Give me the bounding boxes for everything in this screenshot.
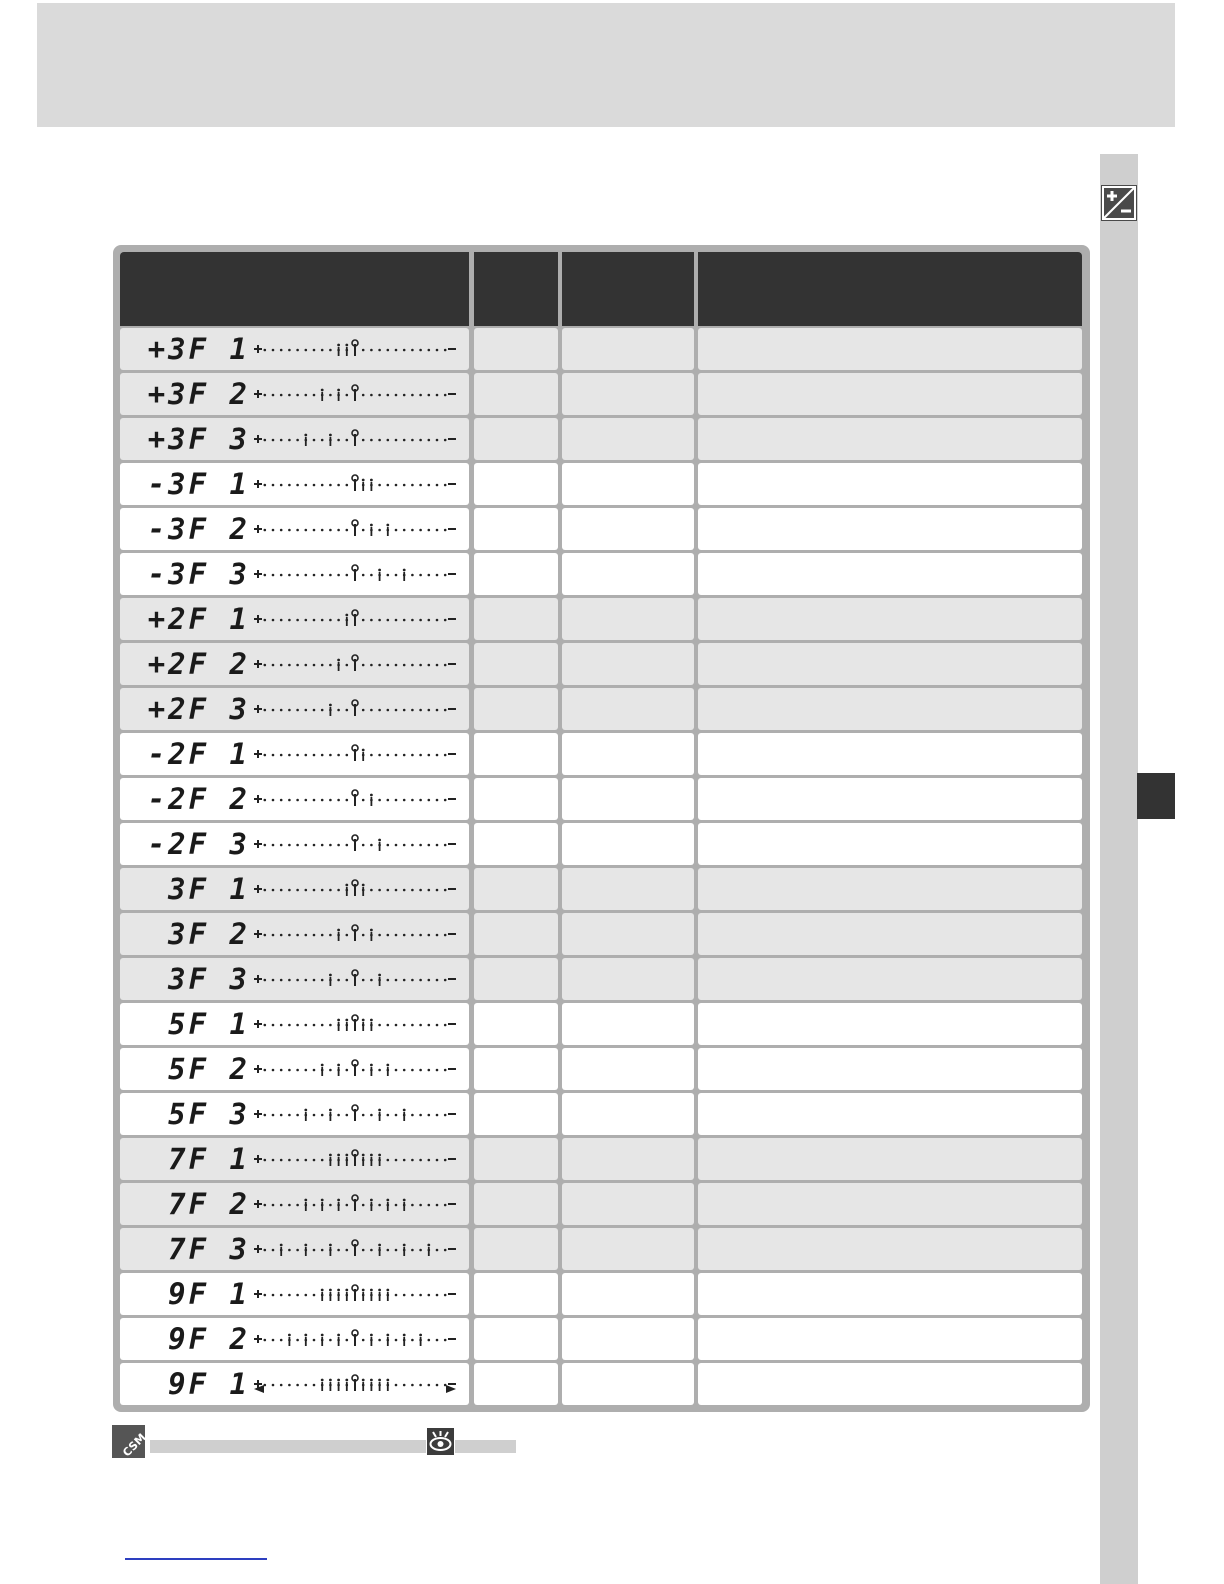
shots-cell [474,823,558,865]
exposure-meter-icon [252,559,462,589]
display-cell [120,1138,469,1180]
bracket-code: +2F 1 [147,602,250,636]
table-row [0,1183,1224,1225]
table-row [0,733,1224,775]
increment-cell [562,778,694,820]
exposure-meter-icon [252,829,462,859]
bracket-code: 3F 3 [168,962,250,996]
increment-cell [562,418,694,460]
shots-cell [474,1138,558,1180]
exposure-meter-icon [252,784,462,814]
csm-icon [112,1425,149,1460]
column-header-shots [474,252,558,326]
increment-cell [562,733,694,775]
svg-text:CSM: CSM [120,1430,149,1460]
bracket-code: 7F 3 [168,1232,250,1266]
shots-cell [474,688,558,730]
bracket-code: -3F 3 [147,557,250,591]
display-cell [120,463,469,505]
exposure-meter-icon [252,1369,462,1399]
increment-cell [562,508,694,550]
table-row [0,463,1224,505]
display-cell [120,1093,469,1135]
order-cell [698,643,1082,685]
increment-cell [562,1228,694,1270]
shots-cell [474,598,558,640]
bracket-code: -3F 2 [147,512,250,546]
increment-cell [562,1093,694,1135]
shots-cell [474,418,558,460]
shots-cell [474,733,558,775]
bracket-code: -2F 2 [147,782,250,816]
shots-cell [474,328,558,370]
increment-cell [562,1273,694,1315]
shots-cell [474,1048,558,1090]
header-band [37,3,1175,127]
bracket-code: 9F 1 [168,1277,250,1311]
table-row [0,508,1224,550]
increment-cell [562,373,694,415]
order-cell [698,1138,1082,1180]
shots-cell [474,1273,558,1315]
exposure-meter-icon [252,1279,462,1309]
order-cell [698,958,1082,1000]
shots-cell [474,1228,558,1270]
order-cell [698,418,1082,460]
increment-cell [562,823,694,865]
order-cell [698,688,1082,730]
display-cell [120,868,469,910]
exposure-meter-icon [252,964,462,994]
order-cell [698,598,1082,640]
bracket-code: +3F 1 [147,332,250,366]
footer-reference-bar [150,1440,426,1453]
table-row [0,418,1224,460]
shots-cell [474,1093,558,1135]
table-row [0,373,1224,415]
order-cell [698,373,1082,415]
exposure-meter-icon [252,1099,462,1129]
display-cell [120,1048,469,1090]
table-row [0,1363,1224,1405]
shots-cell [474,1318,558,1360]
bracket-code: +3F 3 [147,422,250,456]
table-row [0,1138,1224,1180]
bracket-code: 3F 2 [168,917,250,951]
order-cell [698,508,1082,550]
order-cell [698,1048,1082,1090]
increment-cell [562,1363,694,1405]
increment-cell [562,1183,694,1225]
order-cell [698,868,1082,910]
order-cell [698,328,1082,370]
order-cell [698,823,1082,865]
table-row [0,643,1224,685]
table-row [0,328,1224,370]
shots-cell [474,778,558,820]
display-cell [120,1318,469,1360]
display-cell [120,418,469,460]
bracket-code: -2F 3 [147,827,250,861]
display-cell [120,688,469,730]
exposure-meter-icon [252,424,462,454]
table-row [0,598,1224,640]
increment-cell [562,643,694,685]
increment-cell [562,958,694,1000]
bracket-code: 3F 1 [168,872,250,906]
exposure-meter-icon [252,1054,462,1084]
table-row [0,553,1224,595]
increment-cell [562,598,694,640]
display-cell [120,1003,469,1045]
order-cell [698,778,1082,820]
increment-cell [562,328,694,370]
shots-cell [474,868,558,910]
order-cell [698,1273,1082,1315]
increment-cell [562,1003,694,1045]
display-cell [120,553,469,595]
display-cell [120,778,469,820]
exposure-meter-icon [252,1189,462,1219]
exposure-meter-icon [252,739,462,769]
exposure-meter-icon [252,1144,462,1174]
order-cell [698,1363,1082,1405]
display-cell [120,643,469,685]
bracket-code: +2F 2 [147,647,250,681]
exposure-meter-icon [252,694,462,724]
table-row [0,688,1224,730]
table-row [0,1048,1224,1090]
display-cell [120,823,469,865]
display-cell [120,1228,469,1270]
exposure-compensation-icon [1101,185,1137,221]
bracket-code: +3F 2 [147,377,250,411]
exposure-meter-icon [252,649,462,679]
increment-cell [562,868,694,910]
exposure-meter-icon [252,334,462,364]
exposure-meter-icon [252,379,462,409]
display-cell [120,373,469,415]
order-cell [698,1003,1082,1045]
order-cell [698,913,1082,955]
bracket-code: 9F 2 [168,1322,250,1356]
bracket-code: -3F 1 [147,467,250,501]
display-cell [120,913,469,955]
exposure-meter-icon [252,604,462,634]
order-cell [698,1183,1082,1225]
table-row [0,913,1224,955]
exposure-meter-icon [252,874,462,904]
table-row [0,1003,1224,1045]
bracket-code: +2F 3 [147,692,250,726]
shots-cell [474,553,558,595]
page-link-underline[interactable] [125,1558,267,1560]
order-cell [698,1093,1082,1135]
table-row [0,1228,1224,1270]
shots-cell [474,1003,558,1045]
display-cell [120,328,469,370]
display-cell [120,1273,469,1315]
order-cell [698,1318,1082,1360]
column-header-increment [562,252,694,326]
column-header-order [698,252,1082,326]
shots-cell [474,643,558,685]
increment-cell [562,913,694,955]
increment-cell [562,1318,694,1360]
display-cell [120,508,469,550]
increment-cell [562,553,694,595]
exposure-meter-icon [252,919,462,949]
eye-icon [427,1428,454,1455]
shots-cell [474,508,558,550]
shots-cell [474,1363,558,1405]
table-row [0,1093,1224,1135]
bracket-code: 5F 2 [168,1052,250,1086]
order-cell [698,553,1082,595]
table-row [0,1318,1224,1360]
exposure-meter-icon [252,1009,462,1039]
order-cell [698,463,1082,505]
bracket-code: 9F 1 [168,1367,250,1401]
increment-cell [562,688,694,730]
exposure-meter-icon [252,1234,462,1264]
shots-cell [474,1183,558,1225]
table-row [0,823,1224,865]
display-cell [120,958,469,1000]
table-row [0,1273,1224,1315]
increment-cell [562,463,694,505]
bracket-code: -2F 1 [147,737,250,771]
shots-cell [474,913,558,955]
bracket-code: 5F 3 [168,1097,250,1131]
footer-see-also-bar [455,1440,516,1453]
table-row [0,868,1224,910]
table-row [0,958,1224,1000]
column-header-display [120,252,469,326]
exposure-meter-icon [252,1324,462,1354]
table-row [0,778,1224,820]
increment-cell [562,1048,694,1090]
shots-cell [474,373,558,415]
bracket-code: 5F 1 [168,1007,250,1041]
shots-cell [474,463,558,505]
exposure-meter-icon [252,514,462,544]
display-cell [120,1363,469,1405]
order-cell [698,1228,1082,1270]
order-cell [698,733,1082,775]
display-cell [120,733,469,775]
exposure-meter-icon [252,469,462,499]
display-cell [120,1183,469,1225]
bracket-code: 7F 1 [168,1142,250,1176]
display-cell [120,598,469,640]
bracket-code: 7F 2 [168,1187,250,1221]
increment-cell [562,1138,694,1180]
shots-cell [474,958,558,1000]
